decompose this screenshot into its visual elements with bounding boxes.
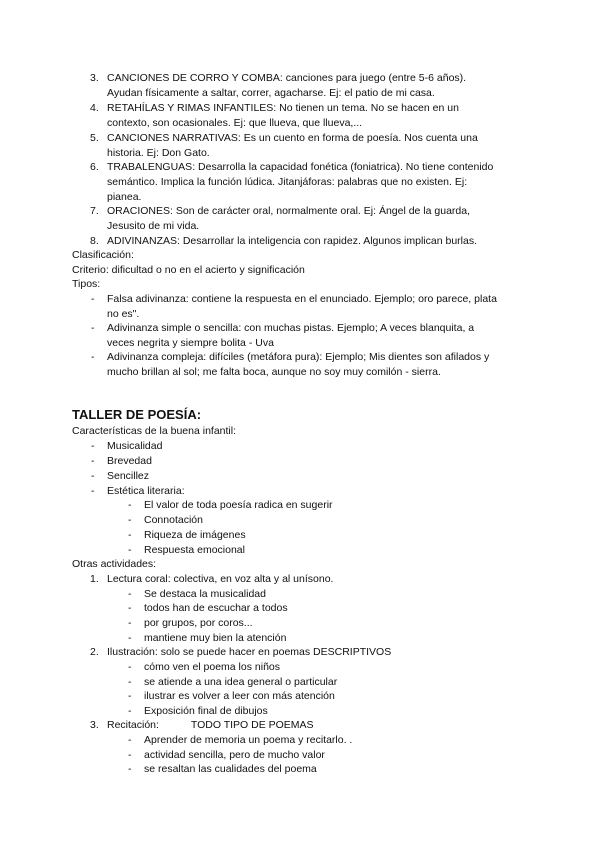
bullet-dash: -	[128, 661, 132, 673]
list-item-text: Ayudan físicamente a saltar, correr, agacharse. Ej: el patio de mi casa.	[107, 87, 435, 99]
bullet-dash: -	[128, 705, 132, 717]
tipo-item-text: Falsa adivinanza: contiene la respuesta en el enunciado. Ejemplo; oro parece, plata	[107, 293, 497, 305]
bullet-dash: -	[128, 749, 132, 761]
bullet-dash: -	[91, 440, 95, 452]
actividad-label: Ilustración: solo se puede hacer en poemas DESCRIPTIVOS	[107, 646, 392, 658]
bullet-dash: -	[128, 676, 132, 688]
list-number: 3.	[90, 72, 99, 84]
list-number: 8.	[90, 235, 99, 247]
actividad-sub-item: se atiende a una idea general o particular	[144, 676, 338, 688]
list-item-text: historia. Ej: Don Gato.	[107, 147, 210, 159]
list-item-text: CANCIONES DE CORRO Y COMBA: canciones para juego (entre 5-6 años).	[107, 72, 467, 84]
bullet-dash: -	[91, 293, 95, 305]
tipo-item-text: mucho brillan al sol; me falta boca, aunque no soy muy comilón - sierra.	[107, 366, 441, 378]
list-item-text: Jesusito de mi vida.	[107, 220, 200, 232]
list-item-text: ORACIONES: Son de carácter oral, normalmente oral. Ej: Ángel de la guarda,	[107, 205, 471, 217]
list-number: 3.	[90, 719, 99, 731]
estetica-item: El valor de toda poesía radica en sugerir	[144, 499, 333, 511]
list-item-text: contexto, son ocasionales. Ej: que llueva, que llueva,...	[107, 117, 363, 129]
list-number: 6.	[90, 161, 99, 173]
section-label: Tipos:	[72, 278, 101, 290]
estetica-item: Riqueza de imágenes	[144, 529, 246, 541]
list-number: 7.	[90, 205, 99, 217]
bullet-dash: -	[128, 734, 132, 746]
caract-item: Brevedad	[107, 455, 152, 467]
actividad-label: Lectura coral: colectiva, en voz alta y al unísono.	[107, 573, 334, 585]
bullet-dash: -	[91, 351, 95, 363]
actividad-sub-item: ilustrar es volver a leer con más atención	[144, 690, 335, 702]
section-label: Características de la buena infantil:	[72, 425, 237, 437]
list-item-text: CANCIONES NARRATIVAS: Es un cuento en forma de poesía. Nos cuenta una	[107, 132, 478, 144]
caract-item: Musicalidad	[107, 440, 163, 452]
caract-item: Estética literaria:	[107, 485, 185, 497]
actividad-sub-item: Exposición final de dibujos	[144, 705, 268, 717]
bullet-dash: -	[91, 485, 95, 497]
bullet-dash: -	[128, 602, 132, 614]
bullet-dash: -	[128, 514, 132, 526]
actividad-sub-item: actividad sencilla, pero de mucho valor	[144, 749, 325, 761]
tipo-item-text: veces negrita y siempre bolita - Uva	[107, 337, 274, 349]
criterio-text: Criterio: dificultad o no en el acierto y significación	[72, 264, 305, 276]
actividad-sub-item: mantiene muy bien la atención	[144, 632, 287, 644]
bullet-dash: -	[128, 617, 132, 629]
actividad-sub-item: por grupos, por coros...	[144, 617, 253, 629]
bullet-dash: -	[128, 632, 132, 644]
bullet-dash: -	[128, 763, 132, 775]
actividad-sub-item: se resaltan las cualidades del poema	[144, 763, 317, 775]
bullet-dash: -	[128, 544, 132, 556]
list-number: 1.	[90, 573, 99, 585]
bullet-dash: -	[128, 588, 132, 600]
list-number: 4.	[90, 102, 99, 114]
bullet-dash: -	[128, 529, 132, 541]
section-label: Otras actividades:	[72, 558, 157, 570]
section-label: Clasificación:	[72, 249, 134, 261]
list-item-text: semántico. Implica la función lúdica. Jitanjáforas: palabras que no existen. Ej:	[107, 176, 468, 188]
actividad-sub-item: Aprender de memoria un poema y recitarlo. .	[144, 734, 353, 746]
list-number: 2.	[90, 646, 99, 658]
section-title: TALLER DE POESÍA:	[72, 407, 202, 422]
list-item-text: RETAHÍLAS Y RIMAS INFANTILES: No tienen un tema. No se hacen en un	[107, 102, 459, 114]
bullet-dash: -	[128, 690, 132, 702]
tipo-item-text: Adivinanza simple o sencilla: con muchas pistas. Ejemplo; A veces blanquita, a	[107, 322, 475, 334]
estetica-item: Connotación	[144, 514, 203, 526]
bullet-dash: -	[91, 455, 95, 467]
actividad-sub-item: cómo ven el poema los niños	[144, 661, 280, 673]
bullet-dash: -	[128, 499, 132, 511]
list-item-text: TRABALENGUAS: Desarrolla la capacidad fonética (foniatrica). No tiene contenido	[107, 161, 494, 173]
estetica-item: Respuesta emocional	[144, 544, 245, 556]
actividad-sub-item: todos han de escuchar a todos	[144, 602, 288, 614]
caract-item: Sencillez	[107, 470, 150, 482]
list-item-text: pianea.	[107, 191, 142, 203]
actividad-label: Recitación: TODO TIPO DE POEMAS	[107, 719, 314, 731]
tipo-item-text: no es".	[107, 308, 140, 320]
bullet-dash: -	[91, 470, 95, 482]
bullet-dash: -	[91, 322, 95, 334]
list-number: 5.	[90, 132, 99, 144]
actividad-sub-item: Se destaca la musicalidad	[144, 588, 266, 600]
list-item-text: ADIVINANZAS: Desarrollar la inteligencia con rapidez. Algunos implican burlas.	[107, 235, 478, 247]
tipo-item-text: Adivinanza compleja: difíciles (metáfora pura): Ejemplo; Mis dientes son afilados y	[107, 351, 490, 363]
